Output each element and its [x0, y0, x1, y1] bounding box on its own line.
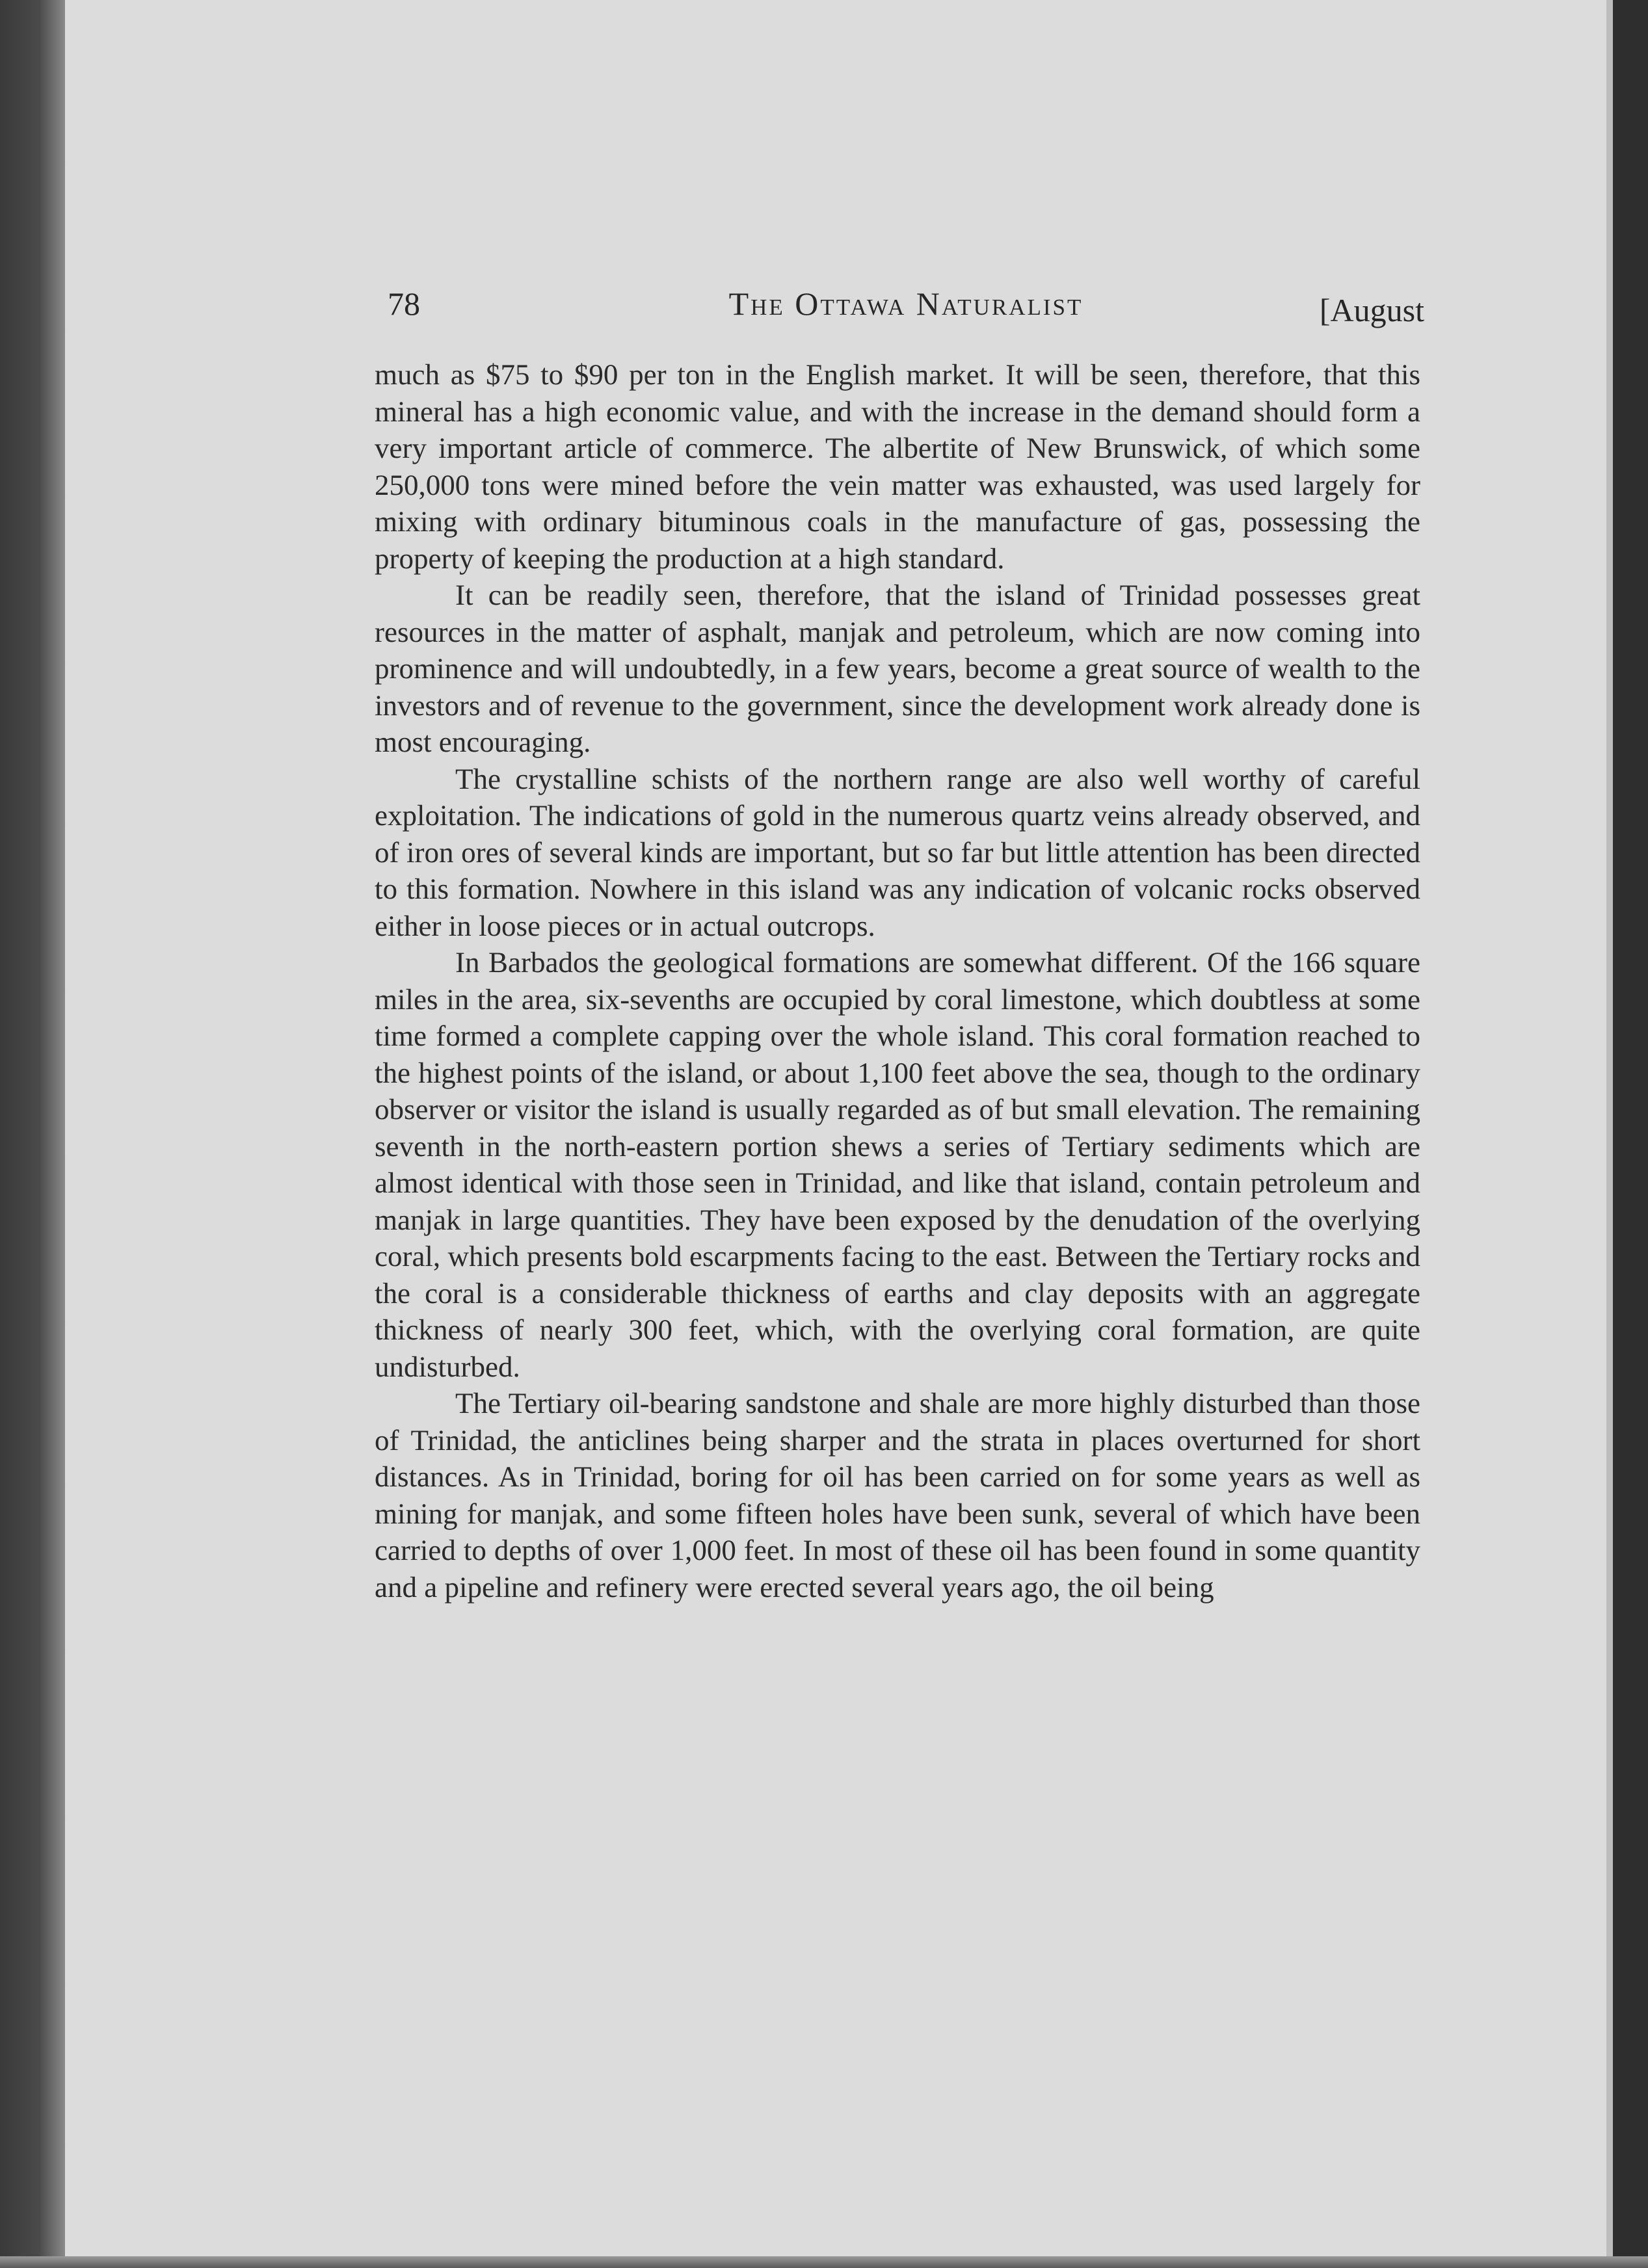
journal-title: The Ottawa Naturalist — [728, 285, 1083, 322]
paragraph-continued: much as $75 to $90 per ton in the English market. It will be seen, therefore, that this mineral has a high economic value, and with the increase in the demand should form a very important article of commerce. The albertite of New Brunswick, of which some 250,000 tons were mined before the vein matter was exhausted, was used largely for mixing with ordinary bituminous coals in the manufacture of gas, possessing the property of keeping the production at a high standard. — [375, 358, 1420, 575]
running-head — [388, 280, 1424, 332]
paragraph-crystalline-schists: The crystalline schists of the northern range are also well worthy of careful exploitation. The indications of gold in the numerous quartz veins already observed, and of iron ores of several kinds are important, but so far but little attention has been directed to this formation. Nowhere in this island was any indication of volcanic rocks observed either in loose pieces or in actual outcrops. — [375, 762, 1420, 942]
scan-edge-bottom — [0, 2256, 1648, 2268]
scan-edge-right — [1606, 0, 1648, 2268]
paragraph-tertiary-oil: The Tertiary oil-bearing sandstone and shale are more highly disturbed than those of Trinidad, the anticlines being sharper and the strata in places overturned for short distances. As in Trinidad, boring for oil has been carried on for some years as well as mining for manjak, and some fifteen holes have been sunk, several of which have been carried to depths of over 1,000 feet. In most of these oil has been found in some quantity and a pipeline and refinery were erected several years ago, the oil being — [375, 1387, 1420, 1603]
paragraph-trinidad-resources: It can be readily seen, therefore, that the island of Trinidad possesses great resources in the matter of asphalt, manjak and petroleum, which are now coming into prominence and will undoubtedly, in a few years, become a great source of wealth to the investors and of revenue to the government, since the development work already done is most encouraging. — [375, 579, 1420, 758]
issue-month: [August — [1319, 292, 1424, 328]
scan-edge-left — [0, 0, 65, 2268]
paragraph-barbados-formations: In Barbados the geological formations are somewhat different. Of the 166 square miles in the area, six-sevenths are occupied by coral limestone, which doubtless at some time formed a complete capping over the whole island. This coral formation reached to the highest points of the island, or about 1,100 feet above the sea, though to the ordinary observer or visitor the island is usually regarded as of but small elevation. The remaining seventh in the north-eastern portion shews a series of Tertiary sediments which are almost identical with those seen in Trinidad, and like that island, contain petroleum and manjak in large quantities. They have been exposed by the denudation of the overlying coral, which presents bold escarpments facing to the east. Between the Tertiary rocks and the coral is a considerable thickness of earths and clay deposits with an aggregate thickness of nearly 300 feet, which, with the overlying coral formation, are quite undisturbed. — [375, 946, 1420, 1383]
page-number: 78 — [388, 285, 420, 322]
body-text — [375, 356, 1420, 1995]
